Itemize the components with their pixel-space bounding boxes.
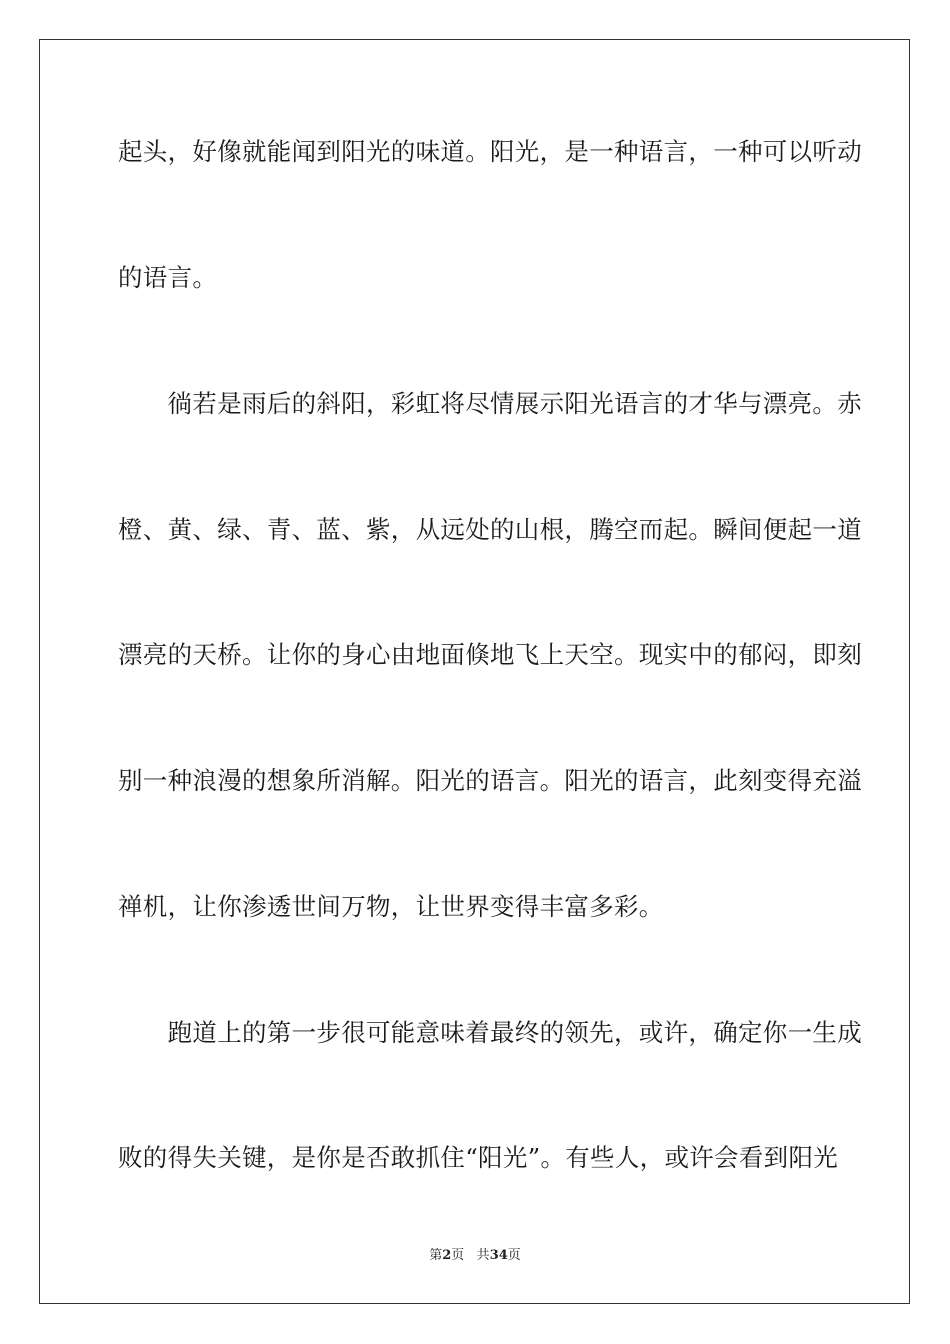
paragraph-line-1: 起头，好像就能闻到阳光的味道。阳光，是一种语言，一种可以听动 [118, 137, 862, 166]
footer-page-prefix: 第 [429, 1248, 443, 1263]
paragraph-line-9: 败的得失关键，是你是否敢抓住“阳光”。有些人，或许会看到阳光 [118, 1143, 839, 1172]
paragraph-line-4: 橙、黄、绿、青、蓝、紫，从远处的山根，腾空而起。瞬间便起一道 [118, 515, 862, 544]
page-footer [0, 1247, 950, 1265]
footer-total-suffix: 页 [507, 1248, 521, 1263]
footer-page-number: 2 [442, 1248, 452, 1263]
paragraph-line-5: 漂亮的天桥。让你的身心由地面倏地飞上天空。现实中的郁闷，即刻 [118, 640, 862, 669]
footer-page-suffix: 页 [451, 1248, 465, 1263]
paragraph-line-2: 的语言。 [118, 263, 218, 292]
paragraph-line-8: 跑道上的第一步很可能意味着最终的领先，或许，确定你一生成 [118, 1018, 862, 1047]
paragraph-line-3: 徜若是雨后的斜阳，彩虹将尽情展示阳光语言的才华与漂亮。赤 [118, 389, 862, 418]
paragraph-line-7: 禅机，让你渗透世间万物，让世界变得丰富多彩。 [118, 892, 664, 921]
footer-total-prefix: 共 [476, 1248, 490, 1263]
footer-total-pages: 34 [489, 1248, 508, 1263]
paragraph-line-6: 别一种浪漫的想象所消解。阳光的语言。阳光的语言，此刻变得充溢 [118, 766, 862, 795]
page-border [39, 39, 910, 1304]
